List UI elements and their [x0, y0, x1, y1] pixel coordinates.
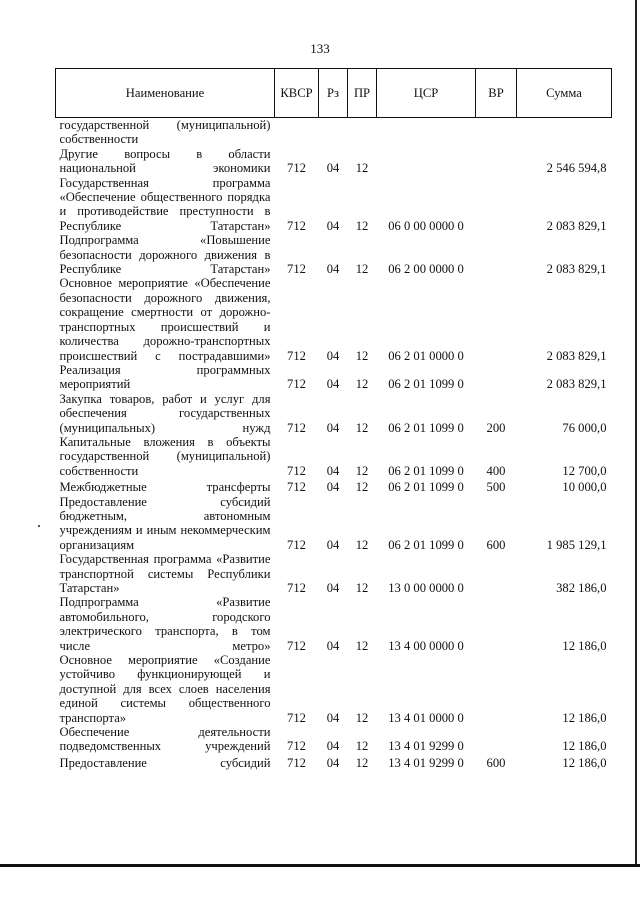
- cell-rz: 04: [326, 262, 340, 277]
- cell-csr: 06 0 00 0000 0: [388, 218, 464, 233]
- cell-name: Обеспечение деятельности подведомственных учреждений: [59, 725, 271, 754]
- cell-pr: 12: [355, 480, 369, 495]
- cell-sum: 12 186,0: [562, 710, 607, 725]
- scan-edge-right: [635, 0, 637, 867]
- cell-name: Другие вопросы в области национальной экономики: [59, 146, 271, 176]
- cell-rz: 04: [326, 218, 340, 233]
- cell-rz: 04: [326, 739, 340, 754]
- cell-vr: [476, 363, 517, 392]
- cell-csr: 13 4 01 0000 0: [388, 710, 464, 725]
- cell-pr: 12: [355, 638, 369, 653]
- cell-vr: [476, 176, 517, 234]
- cell-kvsr: 712: [287, 480, 306, 495]
- cell-pr: 12: [355, 348, 369, 363]
- cell-vr: 600: [486, 755, 506, 770]
- cell-name: Межбюджетные трансферты: [59, 480, 271, 495]
- table-row: [56, 653, 612, 725]
- cell-vr: [476, 653, 517, 725]
- cell-name: Реализация программных мероприятий: [59, 362, 271, 392]
- header-sum: Сумма: [517, 69, 612, 118]
- cell-rz: [319, 118, 348, 147]
- cell-rz: 04: [326, 755, 340, 770]
- cell-sum: 12 186,0: [562, 739, 607, 754]
- cell-csr: 06 2 01 0000 0: [388, 348, 464, 363]
- header-vr: ВР: [476, 69, 517, 118]
- cell-pr: 12: [355, 262, 369, 277]
- cell-vr: [476, 233, 517, 276]
- cell-vr: 200: [486, 420, 506, 435]
- header-kvsr: КВСР: [275, 69, 319, 118]
- cell-csr: 06 2 01 1099 0: [388, 420, 464, 435]
- cell-pr: 12: [355, 420, 369, 435]
- cell-vr: 600: [486, 537, 506, 552]
- cell-rz: 04: [326, 377, 340, 392]
- cell-sum: 2 546 594,8: [546, 161, 607, 176]
- cell-pr: [348, 118, 377, 147]
- cell-pr: 12: [355, 581, 369, 595]
- cell-vr: [476, 118, 517, 147]
- table-row: [56, 725, 612, 754]
- cell-pr: 12: [355, 537, 369, 552]
- cell-name: Закупка товаров, работ и услуг для обеспечения государственных (муниципальных) нужд: [59, 391, 271, 435]
- cell-rz: 04: [326, 581, 340, 595]
- scan-mark: [38, 525, 40, 527]
- cell-kvsr: 712: [287, 581, 306, 595]
- cell-kvsr: 712: [287, 537, 306, 552]
- cell-rz: 04: [326, 638, 340, 653]
- cell-sum: 2 083 829,1: [546, 262, 607, 277]
- cell-name: Основное мероприятие «Создание устойчиво функционирующей и доступной для всех слоев населения единой системы общественного транспорта»: [59, 653, 271, 725]
- cell-kvsr: [275, 118, 319, 147]
- cell-csr: 13 4 00 0000 0: [388, 638, 464, 653]
- cell-vr: [476, 147, 517, 176]
- table-row: [56, 595, 612, 653]
- cell-rz: 04: [326, 463, 340, 478]
- cell-pr: 12: [355, 463, 369, 478]
- cell-name: государственной (муниципальной) собственности: [59, 118, 271, 147]
- cell-rz: 04: [326, 161, 340, 176]
- cell-pr: 12: [355, 161, 369, 176]
- table-row: [56, 754, 612, 770]
- cell-name: Предоставление субсидий бюджетным, автономным учреждениям и иным некоммерческим организациям: [59, 494, 271, 552]
- cell-csr: [377, 118, 476, 147]
- cell-name: Капитальные вложения в объекты государственной (муниципальной) собственности: [59, 434, 271, 478]
- header-pr: ПР: [348, 69, 377, 118]
- cell-name: Основное мероприятие «Обеспечение безопасности дорожного движения, сокращение смертности от дорожно-транспортных происшествий и количества дорожно-транспортных происшествий с пострадавшими»: [59, 276, 271, 363]
- header-rz: Рз: [319, 69, 348, 118]
- cell-sum: 12 186,0: [562, 638, 607, 653]
- table-row: [56, 363, 612, 392]
- cell-vr: [476, 276, 517, 362]
- cell-sum: [517, 118, 612, 147]
- table-body: [56, 118, 612, 771]
- cell-pr: 12: [355, 710, 369, 725]
- table-row: [56, 552, 612, 595]
- cell-sum: 382 186,0: [556, 581, 607, 595]
- cell-sum: 1 985 129,1: [546, 537, 607, 552]
- cell-csr: 06 2 01 1099 0: [388, 463, 464, 478]
- cell-kvsr: 712: [287, 420, 306, 435]
- cell-csr: 13 4 01 9299 0: [388, 739, 464, 754]
- cell-csr: [377, 147, 476, 176]
- cell-kvsr: 712: [287, 755, 306, 770]
- cell-rz: 04: [326, 420, 340, 435]
- cell-sum: 12 700,0: [562, 463, 607, 478]
- cell-csr: 06 2 01 1099 0: [388, 537, 464, 552]
- header-csr: ЦСР: [377, 69, 476, 118]
- budget-table: [55, 68, 612, 770]
- table-row: [56, 118, 612, 147]
- cell-kvsr: 712: [287, 218, 306, 233]
- cell-kvsr: 712: [287, 161, 306, 176]
- cell-vr: [476, 595, 517, 653]
- cell-vr: [476, 552, 517, 595]
- cell-kvsr: 712: [287, 348, 306, 363]
- cell-sum: 2 083 829,1: [546, 218, 607, 233]
- table-header-row: [56, 69, 612, 118]
- cell-csr: 06 2 01 1099 0: [388, 480, 464, 495]
- cell-pr: 12: [355, 755, 369, 770]
- cell-csr: 13 0 00 0000 0: [388, 581, 464, 595]
- cell-vr: [476, 725, 517, 754]
- cell-kvsr: 712: [287, 739, 306, 754]
- table-row: [56, 392, 612, 435]
- table-row: [56, 478, 612, 494]
- cell-csr: 13 4 01 9299 0: [388, 755, 464, 770]
- cell-kvsr: 712: [287, 262, 306, 277]
- cell-name: Подпрограмма «Развитие автомобильного, городского электрического транспорта, в том числе метро»: [59, 595, 271, 653]
- cell-csr: 06 2 01 1099 0: [388, 377, 464, 392]
- table-row: [56, 276, 612, 362]
- cell-name: Подпрограмма «Повышение безопасности дорожного движения в Республике Татарстан»: [59, 233, 271, 277]
- table-row: [56, 495, 612, 553]
- scan-edge-bottom: [0, 864, 640, 867]
- cell-kvsr: 712: [287, 638, 306, 653]
- cell-name: Государственная программа «Развитие транспортной системы Республики Татарстан»: [59, 552, 271, 595]
- cell-vr: 500: [486, 480, 506, 495]
- cell-kvsr: 712: [287, 463, 306, 478]
- cell-rz: 04: [326, 537, 340, 552]
- table-row: [56, 147, 612, 176]
- cell-sum: 76 000,0: [562, 420, 607, 435]
- cell-sum: 2 083 829,1: [546, 377, 607, 392]
- cell-rz: 04: [326, 710, 340, 725]
- table-row: [56, 176, 612, 234]
- page-number: 133: [310, 41, 330, 56]
- cell-csr: 06 2 00 0000 0: [388, 262, 464, 277]
- cell-pr: 12: [355, 218, 369, 233]
- header-name: Наименование: [56, 69, 275, 118]
- cell-sum: 2 083 829,1: [546, 348, 607, 363]
- cell-name: Предоставление субсидий: [59, 755, 271, 770]
- cell-rz: 04: [326, 480, 340, 495]
- cell-vr: 400: [486, 463, 506, 478]
- table-row: [56, 435, 612, 478]
- cell-kvsr: 712: [287, 377, 306, 392]
- cell-pr: 12: [355, 739, 369, 754]
- cell-pr: 12: [355, 377, 369, 392]
- cell-kvsr: 712: [287, 710, 306, 725]
- cell-rz: 04: [326, 348, 340, 363]
- cell-sum: 10 000,0: [562, 480, 607, 495]
- table-row: [56, 233, 612, 276]
- cell-sum: 12 186,0: [562, 755, 607, 770]
- cell-name: Государственная программа «Обеспечение общественного порядка и противодействие преступности в Республике Татарстан»: [59, 175, 271, 233]
